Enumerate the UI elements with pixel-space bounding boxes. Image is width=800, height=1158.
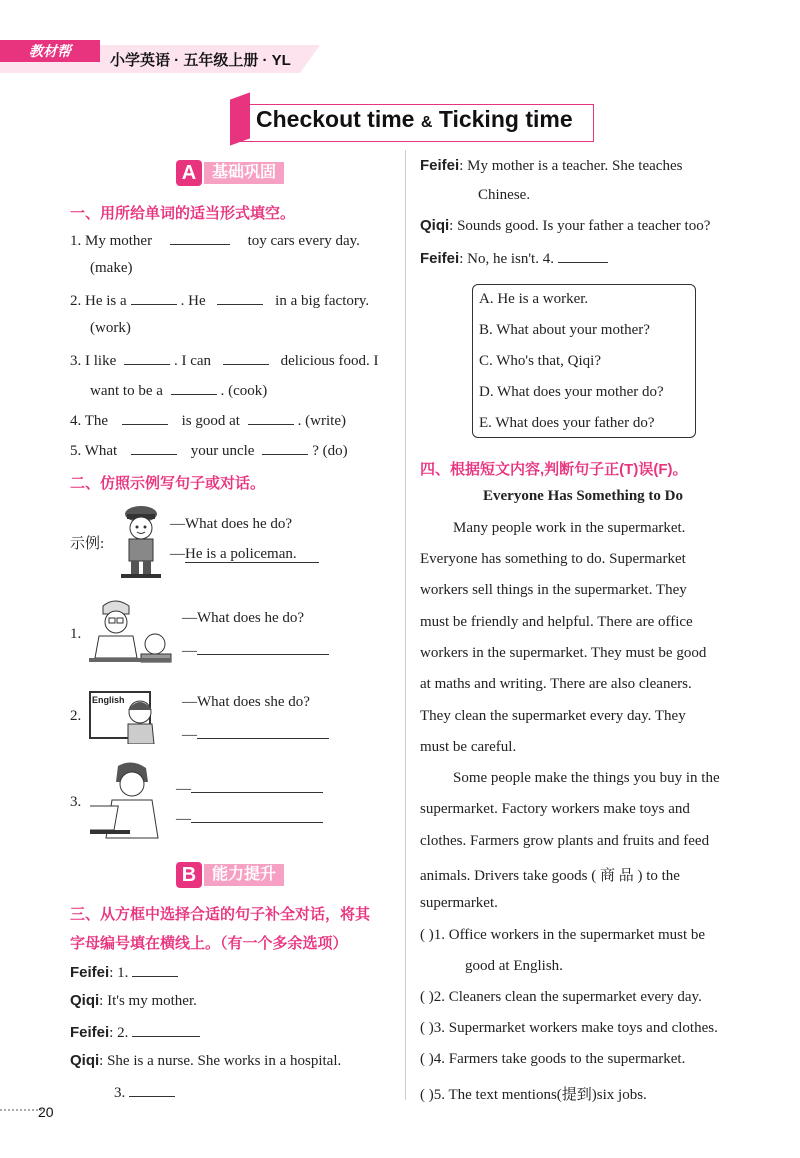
option-a: A. He is a worker. xyxy=(479,291,589,307)
answer-line[interactable] xyxy=(191,778,323,793)
q1-item-4: 4. The is good at . (write) xyxy=(70,410,346,430)
doctor-illustration xyxy=(85,598,175,668)
passage-p2-line: animals. Drivers take goods ( 商 品 ) to the xyxy=(420,868,680,884)
q2-item-1-answer: — xyxy=(182,640,329,660)
board-text: English xyxy=(92,695,125,705)
passage-title: Everyone Has Something to Do xyxy=(483,488,683,504)
q2-item-2-answer: — xyxy=(182,724,329,744)
blank[interactable] xyxy=(124,350,170,365)
section-a-letter: A xyxy=(176,160,202,186)
q2-item-1-number: 1. xyxy=(70,626,82,642)
section-a-label: 基础巩固 xyxy=(204,162,284,184)
passage-p2-line: Some people make the things you buy in the xyxy=(453,770,720,786)
option-c: C. Who's that, Qiqi? xyxy=(479,353,601,369)
column-divider xyxy=(405,150,406,1100)
blank[interactable] xyxy=(170,230,230,245)
answer-line[interactable] xyxy=(191,808,323,823)
passage-p1-line: at maths and writing. There are also cleaners. xyxy=(420,676,692,692)
passage-p2-line: supermarket. Factory workers make toys and xyxy=(420,801,690,817)
title-rest: Ticking time xyxy=(438,106,573,132)
dialogue-line-3: Feifei: 2. xyxy=(70,1022,200,1042)
passage-p2-line: clothes. Farmers grow plants and fruits and feed xyxy=(420,833,710,849)
section-b-label: 能力提升 xyxy=(204,864,284,886)
q3-heading-line1: 三、从方框中选择合适的句子补全对话，将其 xyxy=(70,906,371,923)
dialogue-line-1: Feifei: 1. xyxy=(70,962,178,982)
q1-item-2-hint: (work) xyxy=(90,320,131,336)
dialogue-line-2: Qiqi: It's my mother. xyxy=(70,992,197,1009)
q3-heading-line2: 字母编号填在横线上。（有一个多余选项） xyxy=(70,935,348,952)
statement-3[interactable]: ( )3. Supermarket workers make toys and clothes. xyxy=(420,1020,718,1036)
example-label: 示例: xyxy=(70,536,105,552)
blank[interactable] xyxy=(122,410,168,425)
dialogue-line-5: Feifei: My mother is a teacher. She teaches xyxy=(420,157,683,174)
section-b-letter: B xyxy=(176,862,202,888)
title-amp: & xyxy=(420,114,433,131)
q1-heading: 一、用所给单词的适当形式填空。 xyxy=(70,205,296,222)
dialogue-line-7: Feifei: No, he isn't. 4. xyxy=(420,248,608,268)
q1-item-3: 3. I like . I can delicious food. I xyxy=(70,350,378,370)
blank[interactable] xyxy=(132,962,178,977)
header-subject: 小学英语 · 五年级上册 · YL xyxy=(110,52,291,69)
dialogue-line-5-cont: Chinese. xyxy=(478,187,531,203)
statement-2[interactable]: ( )2. Cleaners clean the supermarket every day. xyxy=(420,989,702,1005)
q2-item-3-line2: — xyxy=(176,808,323,828)
option-e: E. What does your father do? xyxy=(479,415,655,431)
passage-p1-line: must be careful. xyxy=(420,739,517,755)
policeman-illustration xyxy=(115,500,167,580)
example-answer: —He is a policeman. xyxy=(170,546,319,563)
blank[interactable] xyxy=(171,380,217,395)
blank[interactable] xyxy=(217,290,263,305)
dialogue-line-4-cont: 3. xyxy=(114,1082,175,1102)
blank[interactable] xyxy=(131,440,177,455)
q1-item-1-hint: (make) xyxy=(90,260,133,276)
passage-p1-line: workers sell things in the supermarket. They xyxy=(420,582,687,598)
passage-p1-line: Many people work in the supermarket. xyxy=(453,520,686,536)
dialogue-line-6: Qiqi: Sounds good. Is your father a teacher too? xyxy=(420,217,711,234)
statement-1-cont: good at English. xyxy=(465,958,563,974)
answer-line[interactable] xyxy=(197,724,329,739)
blank[interactable] xyxy=(132,1022,200,1037)
blank[interactable] xyxy=(223,350,269,365)
q1-item-5: 5. What your uncle ? (do) xyxy=(70,440,348,460)
header-badge: 教材帮 xyxy=(0,40,100,62)
passage-p1-line: workers in the supermarket. They must be good xyxy=(420,645,707,661)
blank[interactable] xyxy=(558,248,608,263)
q2-item-1-question: —What does he do? xyxy=(182,610,305,626)
q1-item-1: 1. My mother toy cars every day. xyxy=(70,230,360,250)
footer-dots xyxy=(0,1109,42,1114)
page-title xyxy=(256,106,573,133)
title-main: Checkout time xyxy=(256,106,415,132)
passage-p1-line: Everyone has something to do. Supermarket xyxy=(420,551,686,567)
title-tab-decoration xyxy=(230,92,250,145)
q2-item-3-number: 3. xyxy=(70,794,82,810)
statement-1[interactable]: ( )1. Office workers in the supermarket must be xyxy=(420,927,706,943)
q1-item-3-cont: want to be a . (cook) xyxy=(90,380,267,400)
q2-item-2-number: 2. xyxy=(70,708,82,724)
q1-item-2: 2. He is a . He in a big factory. xyxy=(70,290,369,310)
q4-heading: 四、根据短文内容,判断句子正(T)误(F)。 xyxy=(420,461,688,478)
option-d: D. What does your mother do? xyxy=(479,384,664,400)
q2-heading: 二、仿照示例写句子或对话。 xyxy=(70,475,266,492)
blank[interactable] xyxy=(129,1082,175,1097)
office-worker-illustration xyxy=(90,762,170,842)
answer-line[interactable] xyxy=(197,640,329,655)
q2-item-3-line1: — xyxy=(176,778,323,798)
statement-4[interactable]: ( )4. Farmers take goods to the supermarket. xyxy=(420,1051,686,1067)
q2-item-2-question: —What does she do? xyxy=(182,694,310,710)
blank[interactable] xyxy=(131,290,177,305)
passage-p1-line: They clean the supermarket every day. They xyxy=(420,708,686,724)
example-question: —What does he do? xyxy=(170,516,293,532)
blank[interactable] xyxy=(262,440,308,455)
statement-5[interactable]: ( )5. The text mentions(提到)six jobs. xyxy=(420,1087,647,1103)
option-b: B. What about your mother? xyxy=(479,322,650,338)
passage-p2-line: supermarket. xyxy=(420,895,498,911)
dialogue-line-4: Qiqi: She is a nurse. She works in a hospital. xyxy=(70,1052,342,1069)
page-number: 20 xyxy=(38,1104,54,1120)
blank[interactable] xyxy=(248,410,294,425)
passage-p1-line: must be friendly and helpful. There are office xyxy=(420,614,693,630)
